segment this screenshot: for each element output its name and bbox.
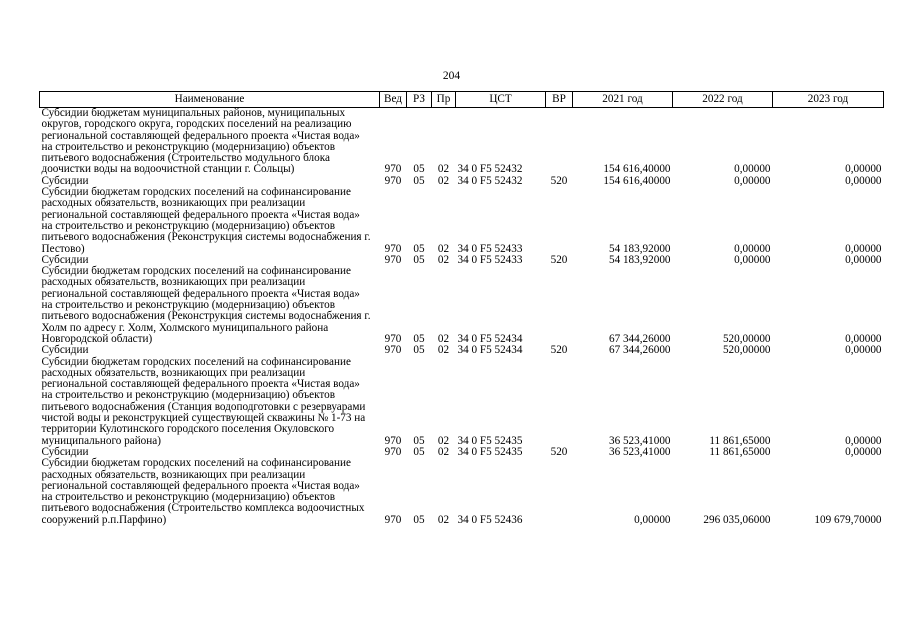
table-header-row (40, 92, 884, 108)
cell-y2023: 0,00000 (845, 344, 882, 357)
header-ved: Вед (380, 92, 407, 108)
cell-y2023: 0,00000 (845, 434, 882, 447)
cell-y2023: 0,00000 (845, 174, 882, 187)
cell-ved: 970 (384, 253, 402, 266)
table-body (40, 108, 884, 526)
cell-pr: 02 (437, 344, 450, 357)
cell-rz: 05 (413, 445, 425, 458)
cell-ved: 970 (384, 332, 402, 345)
cell-cst: 34 0 F5 52434 (457, 344, 523, 357)
cell-pr: 02 (437, 163, 450, 176)
cell-name: Субсидии (41, 253, 89, 266)
cell-y2023: 0,00000 (845, 242, 882, 255)
cell-rz: 05 (413, 174, 425, 187)
cell-pr: 02 (437, 253, 450, 266)
cell-ved: 970 (384, 513, 402, 526)
header-cst: ЦСТ (456, 92, 546, 108)
cell-pr: 02 (437, 174, 450, 187)
cell-vr (546, 108, 573, 176)
cell-y2022: 0,00000 (734, 242, 771, 255)
header-pr: Пр (432, 92, 456, 108)
header-rz: РЗ (407, 92, 432, 108)
cell-y2022: 11 861,65000 (709, 445, 771, 458)
table-row (40, 108, 884, 176)
page-number: 204 (442, 70, 461, 82)
cell-cst: 34 0 F5 52432 (457, 163, 523, 176)
header-2021: 2021 год (573, 92, 673, 108)
cell-name: Субсидии бюджетам городских поселений на софинансирование расходных обязательств, возникающих при реализации региональной составляющей федерального проекта «Чистая вода» на строительство и реконструкцию (модернизацию) объектов питьевого водоснабжения (Реконструкция системы водоснабжения г. Холм по адресу г. Холм, Холмского муниципального района Новгородской области) (41, 265, 371, 345)
cell-vr (546, 187, 573, 255)
cell-vr: 520 (550, 344, 568, 357)
cell-y2021: 67 344,26000 (608, 332, 671, 345)
cell-cst: 34 0 F5 52433 (457, 242, 523, 255)
cell-rz: 05 (413, 163, 425, 176)
cell-cst: 34 0 F5 52432 (457, 174, 523, 187)
table-row (40, 266, 884, 345)
cell-ved: 970 (384, 344, 402, 357)
cell-cst: 34 0 F5 52435 (457, 434, 523, 447)
table-row (40, 187, 884, 255)
cell-y2022: 296 035,06000 (703, 513, 771, 526)
cell-y2021: 54 183,92000 (608, 242, 671, 255)
cell-rz: 05 (413, 253, 425, 266)
cell-cst: 34 0 F5 52435 (457, 445, 523, 458)
cell-name: Субсидии (41, 174, 89, 187)
cell-vr: 520 (550, 174, 568, 187)
cell-pr: 02 (437, 513, 450, 526)
cell-y2023: 109 679,70000 (814, 513, 882, 526)
cell-cst: 34 0 F5 52433 (457, 253, 523, 266)
header-2023: 2023 год (773, 92, 884, 108)
cell-y2021: 67 344,26000 (608, 344, 671, 357)
cell-vr (546, 357, 573, 447)
cell-name: Субсидии (41, 344, 89, 357)
cell-ved: 970 (384, 445, 402, 458)
cell-y2022: 11 861,65000 (709, 434, 771, 447)
cell-pr: 02 (437, 434, 450, 447)
cell-y2023: 0,00000 (845, 163, 882, 176)
cell-y2021: 36 523,41000 (608, 434, 671, 447)
cell-cst: 34 0 F5 52434 (457, 332, 523, 345)
cell-vr (546, 458, 573, 526)
header-2022: 2022 год (673, 92, 773, 108)
cell-y2022: 520,00000 (722, 344, 771, 357)
cell-y2021: 36 523,41000 (608, 445, 671, 458)
cell-ved: 970 (384, 174, 402, 187)
cell-rz: 05 (413, 332, 425, 345)
table-row (40, 357, 884, 447)
cell-name: Субсидии бюджетам городских поселений на софинансирование расходных обязательств, возникающих при реализации региональной составляющей федерального проекта «Чистая вода» на строительство и реконструкцию (модернизацию) объектов питьевого водоснабжения (Станция водоподготовки с резервуарами чистой воды и реконструкцией существующей скважины № 1-73 на территории Кулотинского городского поселения Окуловского муниципального района) (41, 355, 366, 447)
cell-name: Субсидии бюджетам городских поселений на софинансирование расходных обязательств, возникающих при реализации региональной составляющей федерального проекта «Чистая вода» на строительство и реконструкцию (модернизацию) объектов питьевого водоснабжения (Строительство комплекса водоочистных сооружений р.п.Парфино) (41, 457, 365, 526)
cell-ved: 970 (384, 163, 402, 176)
header-name: Наименование (40, 92, 380, 108)
cell-rz: 05 (413, 513, 425, 526)
cell-y2023: 0,00000 (845, 332, 882, 345)
cell-cst: 34 0 F5 52436 (457, 513, 523, 526)
cell-y2021: 54 183,92000 (608, 253, 671, 266)
cell-pr: 02 (437, 332, 450, 345)
cell-rz: 05 (413, 242, 425, 255)
cell-y2022: 520,00000 (722, 332, 771, 345)
cell-y2023: 0,00000 (845, 253, 882, 266)
cell-name: Субсидии бюджетам городских поселений на софинансирование расходных обязательств, возникающих при реализации региональной составляющей федерального проекта «Чистая вода» на строительство и реконструкцию (модернизацию) объектов питьевого водоснабжения (Реконструкция системы водоснабжения г. Пестово) (41, 186, 371, 255)
cell-y2023: 0,00000 (845, 445, 882, 458)
cell-vr: 520 (550, 253, 568, 266)
cell-y2021: 154 616,40000 (603, 174, 671, 187)
cell-pr: 02 (437, 445, 450, 458)
cell-y2022: 0,00000 (734, 253, 771, 266)
cell-y2021: 154 616,40000 (603, 163, 671, 176)
table-row (40, 345, 884, 356)
cell-ved: 970 (384, 242, 402, 255)
header-vr: ВР (546, 92, 573, 108)
cell-y2022: 0,00000 (734, 174, 771, 187)
cell-vr: 520 (550, 445, 568, 458)
cell-y2022: 0,00000 (734, 163, 771, 176)
cell-y2021: 0,00000 (634, 513, 671, 526)
cell-vr (546, 266, 573, 345)
cell-name: Субсидии бюджетам муниципальных районов, муниципальных округов, городского округа, городских поселений на реализацию региональной составляющей федерального проекта «Чистая вода» на строительство и реконструкцию (модернизацию) объектов питьевого водоснабжения (Строительство модульного блока доочистки воды на водоочистной станции г. Сольцы) (41, 107, 360, 176)
cell-rz: 05 (413, 344, 425, 357)
budget-table (39, 91, 884, 526)
cell-rz: 05 (413, 434, 425, 447)
cell-ved: 970 (384, 434, 402, 447)
table-row (40, 458, 884, 526)
cell-pr: 02 (437, 242, 450, 255)
cell-name: Субсидии (41, 445, 89, 458)
